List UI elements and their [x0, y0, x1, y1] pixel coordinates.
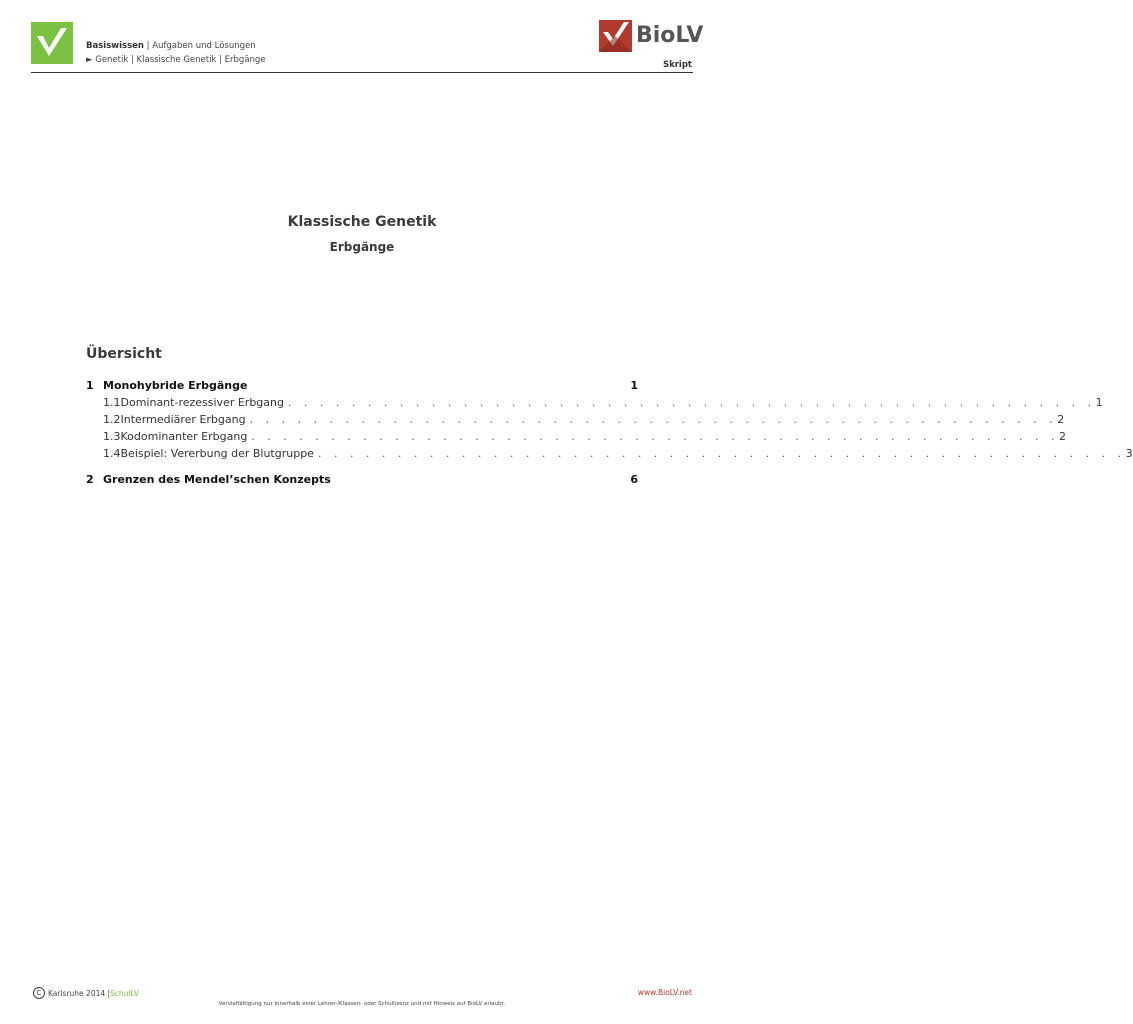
toc-heading: Übersicht	[86, 346, 162, 362]
biolv-logo	[598, 18, 704, 54]
header-divider	[31, 72, 693, 73]
toc-section-title[interactable]: Monohybride Erbgänge	[103, 379, 248, 392]
category-rest: | Aufgaben und Lösungen	[143, 41, 256, 51]
toc-leader-dots: . . . . . . . . . . . . . . . . . . . . . . . . . . . . . . . . . . . . . . . . . . . . . . . . . . .	[317, 447, 1126, 460]
toc-subsection-number: 1.1	[103, 396, 121, 409]
schullv-logo	[31, 22, 73, 64]
footer-partner-link[interactable]: SchulLV	[110, 988, 140, 998]
toc-section[interactable]	[86, 473, 638, 486]
category-bold: Basiswissen	[86, 41, 144, 51]
toc-section-number: 2	[86, 473, 94, 486]
footer-place-year: Karlsruhe 2014 |	[48, 988, 111, 998]
toc-page-number: 1	[1095, 396, 1103, 409]
toc-subsection[interactable]	[86, 430, 1066, 443]
toc-section-title[interactable]: Grenzen des Mendel’schen Konzepts	[103, 473, 331, 486]
header-category	[86, 41, 256, 51]
page-subtitle: Erbgänge	[329, 240, 395, 254]
toc-subsection-number: 1.3	[103, 430, 121, 443]
footer-copyright	[33, 987, 139, 999]
toc-page-number: 6	[630, 473, 638, 486]
toc-leader-dots: . . . . . . . . . . . . . . . . . . . . . . . . . . . . . . . . . . . . . . . . . . . . . . . . . . .	[251, 430, 1059, 443]
toc-leader-dots: . . . . . . . . . . . . . . . . . . . . . . . . . . . . . . . . . . . . . . . . . . . . . . . . . . .	[249, 413, 1058, 426]
toc-subsection-number: 1.4	[103, 447, 121, 460]
toc-section[interactable]	[86, 379, 638, 392]
breadcrumb[interactable]: ► Genetik | Klassische Genetik | Erbgänge	[86, 55, 266, 65]
toc-leader-dots: . . . . . . . . . . . . . . . . . . . . . . . . . . . . . . . . . . . . . . . . . . . . . . . . . . .	[287, 396, 1096, 409]
toc-subsection[interactable]	[86, 413, 1065, 426]
toc-page-number: 1	[630, 379, 638, 392]
doc-type-label: Skript	[662, 60, 692, 70]
toc-subsection-title[interactable]: Dominant-rezessiver Erbgang	[120, 396, 284, 409]
toc-page-number: 3	[1125, 447, 1133, 460]
toc-subsection-title[interactable]: Beispiel: Vererbung der Blutgruppe	[120, 447, 314, 460]
toc-subsection-title[interactable]: Kodominanter Erbgang	[120, 430, 248, 443]
toc-page-number: 2	[1058, 430, 1066, 443]
footer-website-link[interactable]: www.BioLV.net	[637, 988, 692, 997]
toc-section-number: 1	[86, 379, 94, 392]
page-title: Klassische Genetik	[287, 214, 437, 230]
toc-page-number: 2	[1057, 413, 1065, 426]
toc-subsection-number: 1.2	[103, 413, 121, 426]
brand-name: BioLV	[636, 23, 704, 48]
copyright-icon: C	[33, 987, 45, 999]
footer-license-note: Vervielfältigung nur innerhalb einer Lehrer-/Klassen- oder Schullizenz und mit Hinweis auf BioLV erlaubt.	[218, 1001, 506, 1007]
toc-subsection-title[interactable]: Intermediärer Erbgang	[120, 413, 246, 426]
toc-subsection[interactable]	[86, 396, 1103, 409]
toc-subsection[interactable]	[86, 447, 1133, 460]
